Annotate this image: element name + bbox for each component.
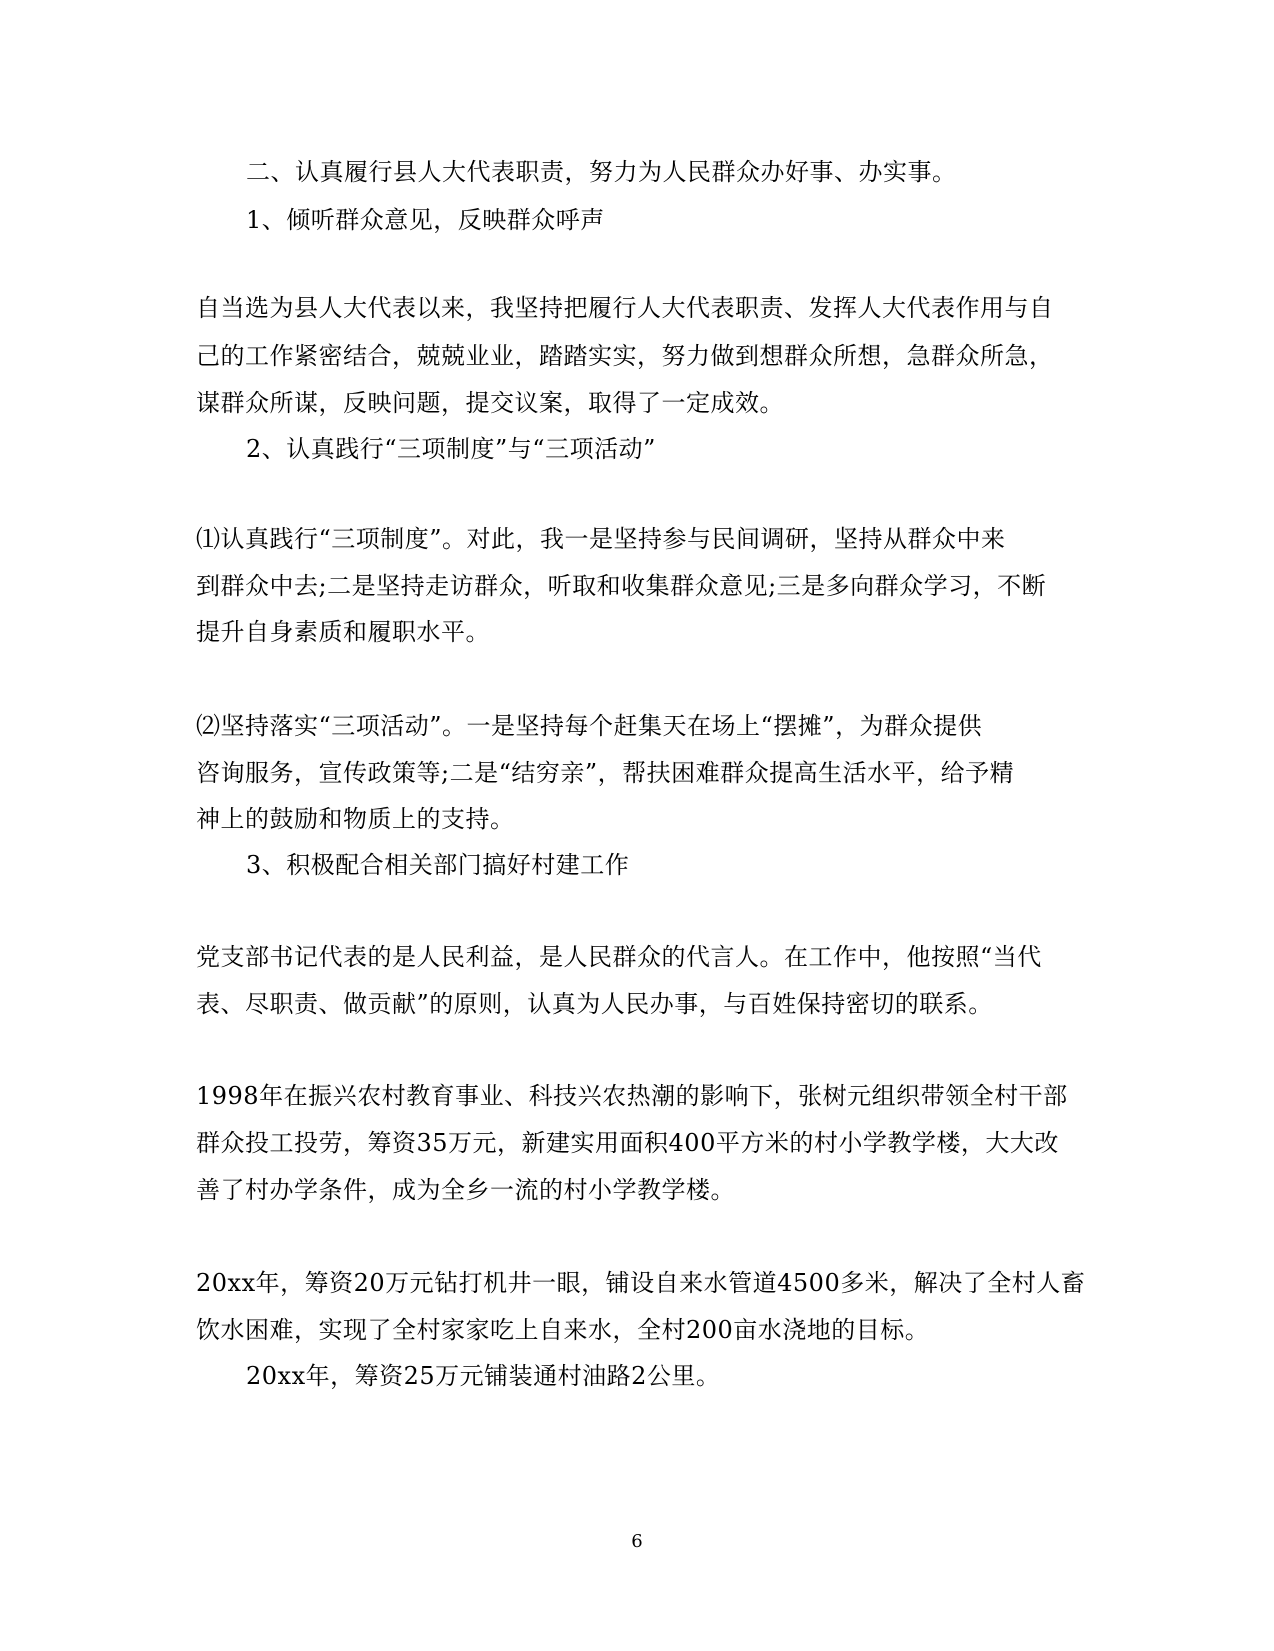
paragraph-line: 20xx年，筹资20万元钻打机井一眼，铺设自来水管道4500多米，解决了全村人畜	[196, 1269, 1086, 1297]
subheading-3: 3、积极配合相关部门搞好村建工作	[246, 851, 630, 879]
subheading-2: 2、认真践行“三项制度”与“三项活动”	[246, 435, 656, 463]
subheading-1: 1、倾听群众意见，反映群众呼声	[246, 206, 605, 234]
paragraph-line: 咨询服务，宣传政策等;二是“结穷亲”，帮扶困难群众提高生活水平，给予精	[196, 759, 1015, 787]
paragraph-line: 神上的鼓励和物质上的支持。	[196, 805, 515, 833]
paragraph-line: 表、尽职责、做贡献”的原则，认真为人民办事，与百姓保持密切的联系。	[196, 990, 993, 1018]
paragraph-line: 到群众中去;二是坚持走访群众，听取和收集群众意见;三是多向群众学习，不断	[196, 572, 1047, 600]
paragraph-line: 善了村办学条件，成为全乡一流的村小学教学楼。	[196, 1176, 735, 1204]
paragraph-line: 己的工作紧密结合，兢兢业业，踏踏实实，努力做到想群众所想，急群众所急，	[196, 342, 1054, 370]
paragraph-line: 饮水困难，实现了全村家家吃上自来水，全村200亩水浇地的目标。	[196, 1316, 930, 1344]
paragraph-line: 20xx年，筹资25万元铺装通村油路2公里。	[246, 1362, 721, 1390]
paragraph-line: 提升自身素质和履职水平。	[196, 618, 490, 646]
paragraph-line: 党支部书记代表的是人民利益，是人民群众的代言人。在工作中，他按照“当代	[196, 943, 1042, 971]
paragraph-line: ⑴认真践行“三项制度”。对此，我一是坚持参与民间调研，坚持从群众中来	[196, 525, 1006, 553]
paragraph-line: 1998年在振兴农村教育事业、科技兴农热潮的影响下，张树元组织带领全村干部	[196, 1082, 1068, 1110]
paragraph-line: 群众投工投劳，筹资35万元，新建实用面积400平方米的村小学教学楼，大大改	[196, 1129, 1059, 1157]
paragraph-line: 谋群众所谋，反映问题，提交议案，取得了一定成效。	[196, 389, 784, 417]
paragraph-line: ⑵坚持落实“三项活动”。一是坚持每个赶集天在场上“摆摊”，为群众提供	[196, 712, 983, 740]
paragraph-line: 自当选为县人大代表以来，我坚持把履行人大代表职责、发挥人大代表作用与自	[196, 294, 1054, 322]
page-number: 6	[631, 1531, 643, 1552]
section-heading: 二、认真履行县人大代表职责，努力为人民群众办好事、办实事。	[246, 158, 957, 186]
